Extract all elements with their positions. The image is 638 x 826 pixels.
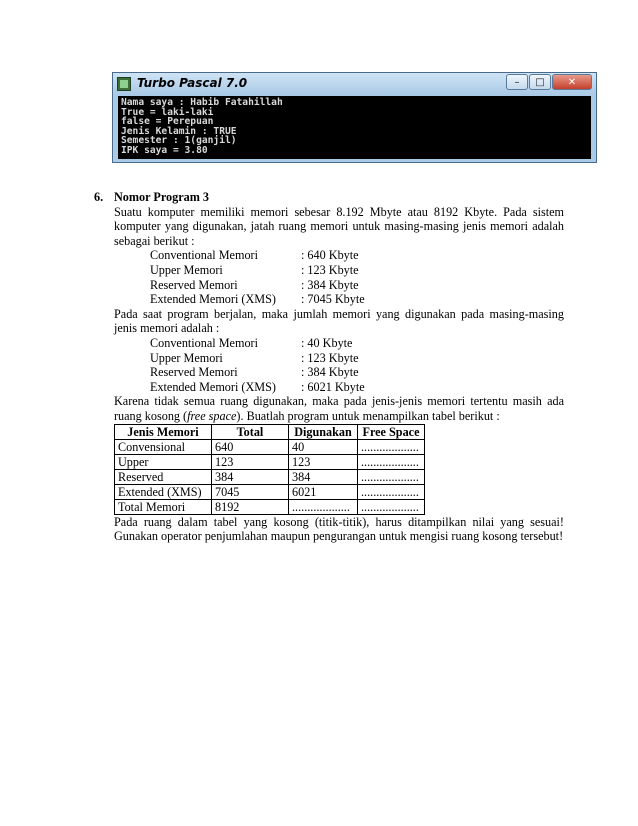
table-row [115, 499, 425, 514]
allocation-list [94, 248, 564, 306]
list-item [94, 336, 564, 351]
table-cell: Total Memori [115, 499, 212, 514]
table-cell: 6021 [289, 484, 358, 499]
table-cell: ................... [289, 499, 358, 514]
turbo-pascal-window [112, 72, 597, 163]
table-cell: ................... [358, 439, 425, 454]
close-button[interactable]: ✕ [552, 74, 592, 90]
maximize-button[interactable]: □ [529, 74, 551, 90]
memory-value: : 40 Kbyte [301, 335, 353, 350]
memory-label: Reserved Memori [150, 277, 238, 292]
memory-value: : 123 Kbyte [301, 262, 359, 277]
console-output [118, 96, 591, 159]
list-item [94, 263, 564, 278]
table-cell: 40 [289, 439, 358, 454]
console-line: Nama saya : Habib Fatahillah [121, 97, 283, 108]
memory-value: : 384 Kbyte [301, 365, 359, 380]
table-cell: ................... [358, 499, 425, 514]
turbo-pascal-app-icon [117, 77, 131, 91]
table-cell: ................... [358, 469, 425, 484]
table-row [115, 484, 425, 499]
memory-label: Upper Memori [150, 262, 223, 277]
window-title: Turbo Pascal 7.0 [137, 76, 248, 90]
list-item [94, 292, 564, 307]
memory-label: Extended Memori (XMS) [150, 292, 276, 307]
closing-paragraph: Pada ruang dalam tabel yang kosong (titik-titik), harus ditampilkan nilai yang sesuai! Gunakan operator penjumlahan maupun pengurangan untuk mengisi ruang kosong tersebut! [114, 514, 564, 544]
memory-value: : 384 Kbyte [301, 277, 359, 292]
table-row [115, 469, 425, 484]
table-cell: Convensional [115, 439, 212, 454]
console-line: Jenis Kelamin : TRUE [121, 125, 237, 137]
table-cell: 7045 [212, 484, 289, 499]
task-paragraph [94, 394, 564, 423]
table-cell: 640 [212, 439, 289, 454]
table-cell: 8192 [212, 499, 289, 514]
minimize-button[interactable]: – [506, 74, 528, 90]
table-cell: Extended (XMS) [115, 484, 212, 499]
memory-label: Conventional Memori [150, 335, 258, 350]
task-text: Karena tidak semua ruang digunakan, maka pada jenis-jenis memori tertentu masih ada ruang kosong ( [114, 394, 564, 423]
table-header-row [115, 424, 425, 439]
table-cell: ................... [358, 484, 425, 499]
window-controls [506, 74, 592, 90]
memory-value: : 640 Kbyte [301, 248, 359, 263]
exercise-section [94, 190, 564, 544]
list-item [94, 351, 564, 366]
table-row [115, 439, 425, 454]
memory-label: Conventional Memori [150, 248, 258, 263]
table-row [115, 454, 425, 469]
column-header: Total [212, 424, 289, 439]
usage-paragraph: Pada saat program berjalan, maka jumlah memori yang digunakan pada masing-masing jenis memori adalah : [114, 306, 564, 336]
column-header: Free Space [358, 424, 425, 439]
console-line: false = Perepuan [121, 116, 214, 128]
column-header: Digunakan [289, 424, 358, 439]
column-header: Jenis Memori [115, 424, 212, 439]
intro-paragraph: Suatu komputer memiliki memori sebesar 8.192 Mbyte atau 8192 Kbyte. Pada sistem komputer yang digunakan, jatah ruang memori untuk masing-masing jenis memori adalah sebagai berikut : [114, 204, 564, 248]
table-cell: Reserved [115, 469, 212, 484]
console-line: IPK saya = 3.80 [121, 144, 208, 156]
table-cell: 384 [289, 469, 358, 484]
task-text-end: ). Buatlah program untuk menampilkan tabel berikut : [236, 408, 500, 423]
list-item [94, 278, 564, 293]
free-space-term: free space [187, 408, 237, 423]
table-cell: 123 [212, 454, 289, 469]
list-item [94, 380, 564, 395]
table-cell: Upper [115, 454, 212, 469]
table-cell: ................... [358, 454, 425, 469]
memory-value: : 123 Kbyte [301, 350, 359, 365]
memory-table [114, 424, 425, 515]
list-item [94, 248, 564, 263]
memory-label: Extended Memori (XMS) [150, 379, 276, 394]
section-title: Nomor Program 3 [114, 190, 209, 204]
table-cell: 384 [212, 469, 289, 484]
memory-label: Reserved Memori [150, 365, 238, 380]
memory-label: Upper Memori [150, 350, 223, 365]
usage-list [94, 336, 564, 394]
table-cell: 123 [289, 454, 358, 469]
memory-value: : 6021 Kbyte [301, 379, 365, 394]
list-item [94, 365, 564, 380]
section-number: 6. [94, 190, 104, 204]
memory-value: : 7045 Kbyte [301, 292, 365, 307]
window-titlebar[interactable] [113, 73, 596, 95]
console-line: True = laki-laki [121, 106, 214, 118]
console-line: Semester : 1(ganjil) [121, 135, 237, 147]
section-heading [94, 190, 564, 205]
